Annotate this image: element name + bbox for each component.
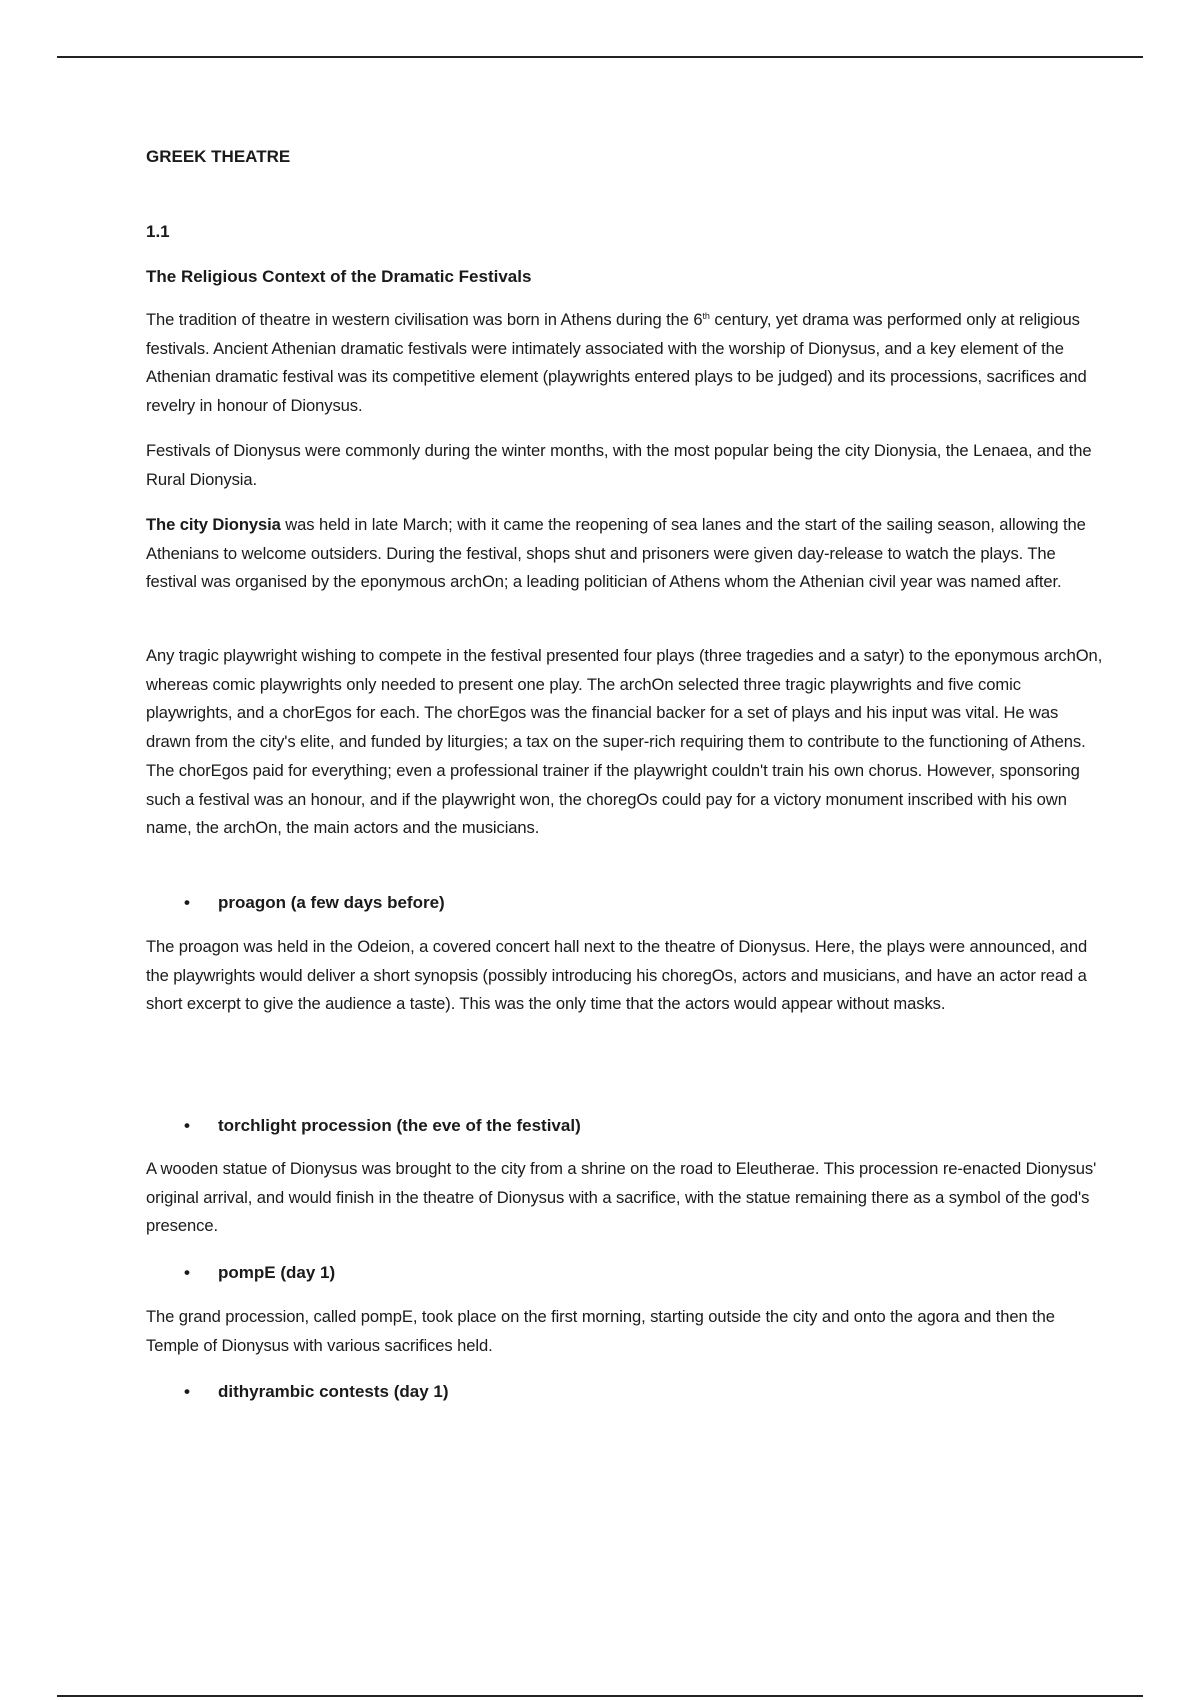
paragraph-torchlight: A wooden statue of Dionysus was brought to the city from a shrine on the road to Eleutherae. This procession re-enacted Dionysus' original arrival, and would finish in the theatre of Dionysus with a sacrifice, with the statue remaining there as a symbol of the god's presence.: [146, 1159, 1097, 1236]
paragraph-competition: Any tragic playwright wishing to compete in the festival presented four plays (three tragedies and a satyr) to the eponymous archOn, whereas comic playwrights only needed to present one play. The archOn selected three tragic playwrights and five comic playwrights, and a chorEgos for each. The chorEgos was the financial backer for a set of plays and his input was vital. He was drawn from the city's elite, and funded by liturgies; a tax on the super-rich requiring them to contribute to the functioning of Athens. The chorEgos paid for everything; even a professional trainer if the playwright couldn't train his own chorus. However, sponsoring such a festival was an honour, and if the playwright won, the choregOs could pay for a victory monument inscribed with his own name, the archOn, the main actors and the musicians.: [146, 646, 1103, 838]
bullet-label: torchlight procession (the eve of the festival): [218, 1116, 581, 1135]
bullet-icon: •: [184, 893, 190, 912]
bullet-label: proagon (a few days before): [218, 893, 445, 912]
section-number: 1.1: [146, 222, 170, 241]
p3-text: was held in late March; with it came the reopening of sea lanes and the start of the sailing season, allowing the Athenians to welcome outsiders. During the festival, shops shut and prisoners were given day-release to watch the plays. The festival was organised by the eponymous archOn; a leading politician of Athens whom the Athenian civil year was named after.: [146, 515, 1086, 592]
footer-rule: [57, 1695, 1143, 1697]
paragraph-festivals: Festivals of Dionysus were commonly during the winter months, with the most popular being the city Dionysia, the Lenaea, and the Rural Dionysia.: [146, 441, 1092, 489]
section-title: The Religious Context of the Dramatic Festivals: [146, 267, 532, 286]
p1-text-a: The tradition of theatre in western civilisation was born in Athens during the 6: [146, 310, 703, 329]
p1-superscript: th: [702, 311, 710, 321]
paragraph-pompe: The grand procession, called pompE, took place on the first morning, starting outside the city and onto the agora and then the Temple of Dionysus with various sacrifices held.: [146, 1307, 1055, 1355]
bullet-label: dithyrambic contests (day 1): [218, 1382, 449, 1401]
bullet-icon: •: [184, 1263, 190, 1282]
header-rule: [57, 56, 1143, 58]
bullet-icon: •: [184, 1382, 190, 1401]
city-dionysia-term: The city Dionysia: [146, 515, 281, 534]
bullet-icon: •: [184, 1116, 190, 1135]
paragraph-tradition: [146, 306, 1106, 421]
paragraph-proagon: The proagon was held in the Odeion, a covered concert hall next to the theatre of Dionysus. Here, the plays were announced, and the playwrights would deliver a short synopsis (possibly introducing his choregOs, actors and musicians, and have an actor read a short excerpt to give the audience a taste). This was the only time that the actors would appear without masks.: [146, 937, 1088, 1014]
p1-text-b: century, yet drama was performed only at religious festivals. Ancient Athenian dramatic festivals were intimately associated with the worship of Dionysus, and a key element of the Athenian dramatic festival was its competitive element (playwrights entered plays to be judged) and its processions, sacrifices and revelry in honour of Dionysus.: [146, 310, 1087, 416]
paragraph-city-dionysia: [146, 511, 1106, 597]
bullet-label: pompE (day 1): [218, 1263, 336, 1282]
document-title: GREEK THEATRE: [146, 147, 291, 166]
